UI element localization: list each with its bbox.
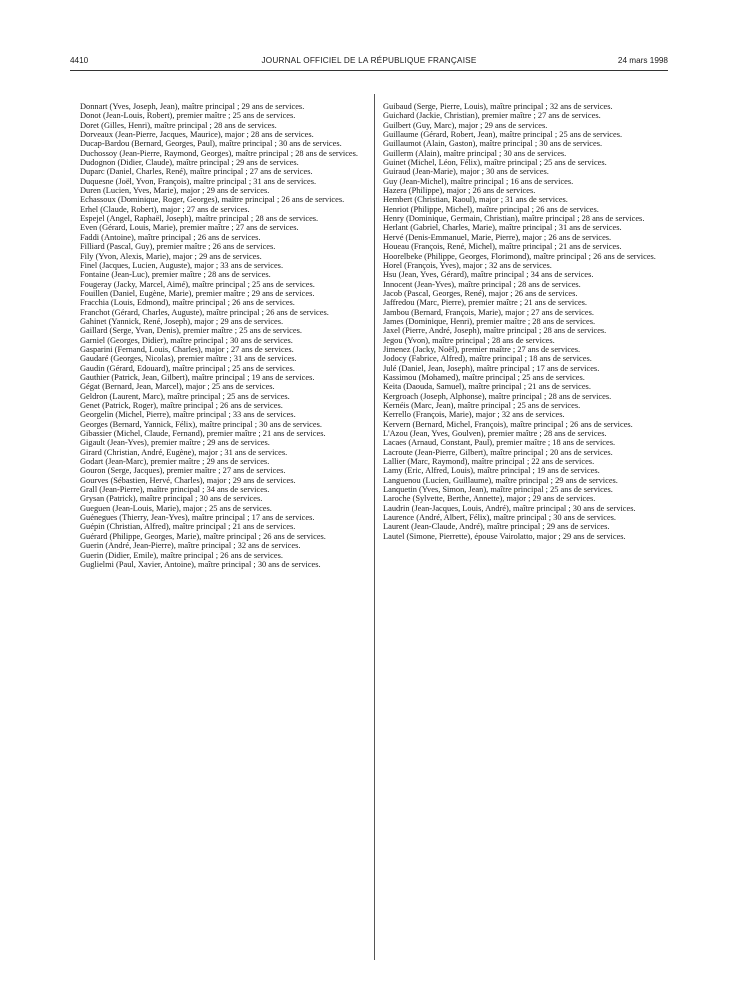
list-item: Guy (Jean-Michel), maître principal ; 16 ans de services. bbox=[383, 176, 574, 186]
list-item: Gaudaré (Georges, Nicolas), premier maître ; 31 ans de services. bbox=[80, 354, 297, 364]
list-item: Guerin (André, Jean-Pierre), maître principal ; 32 ans de services. bbox=[80, 541, 301, 551]
list-item: Duquesne (Joël, Yvon, François), maître principal ; 31 ans de services. bbox=[80, 176, 317, 186]
list-item: Guépin (Christian, Alfred), maître principal ; 21 ans de services. bbox=[80, 522, 296, 532]
list-item: Even (Gérard, Louis, Marie), premier maître ; 27 ans de services. bbox=[80, 223, 299, 233]
list-item: Gahinet (Yannick, René, Joseph), major ; 29 ans de services. bbox=[80, 316, 284, 326]
list-item: Fougeray (Jacky, Marcel, Aimé), maître principal ; 25 ans de services. bbox=[80, 279, 315, 289]
list-item: Guillerm (Alain), maître principal ; 30 ans de services. bbox=[383, 148, 567, 158]
list-item: Hembert (Christian, Raoul), major ; 31 ans de services. bbox=[383, 195, 568, 205]
list-item: James (Dominique, Henri), premier maître ; 28 ans de services. bbox=[383, 316, 596, 326]
list-item: Genet (Patrick, Roger), maître principal ; 26 ans de services. bbox=[80, 401, 283, 410]
list-item: Hazera (Philippe), major ; 26 ans de services. bbox=[383, 186, 536, 196]
list-item: Fontaine (Jean-Luc), premier maître ; 28 ans de services. bbox=[80, 270, 271, 280]
list-item: Gauthier (Patrick, Jean, Gilbert), maître principal ; 19 ans de services. bbox=[80, 372, 315, 382]
list-item: Fouillen (Daniel, Eugène, Marie), premier maître ; 29 ans de services. bbox=[80, 288, 315, 298]
list-item: Georgelin (Michel, Pierre), maître principal ; 33 ans de services. bbox=[80, 410, 296, 420]
list-item: Duparc (Daniel, Charles, René), maître principal ; 27 ans de services. bbox=[80, 167, 313, 177]
list-item: Jambou (Bernard, François, Marie), major ; 27 ans de services. bbox=[383, 307, 594, 317]
list-item: Guichard (Jackie, Christian), premier maître ; 27 ans de services. bbox=[383, 111, 601, 121]
page-number: 4410 bbox=[70, 56, 89, 65]
list-item: Hsu (Jean, Yves, Gérard), maître principal ; 34 ans de services. bbox=[383, 270, 594, 280]
list-item: Guillaumot (Alain, Gaston), maître principal ; 30 ans de services. bbox=[383, 139, 603, 149]
list-item: Grysan (Patrick), maître principal ; 30 ans de services. bbox=[80, 494, 263, 504]
list-item: Gaillard (Serge, Yvan, Denis), premier maître ; 25 ans de services. bbox=[80, 326, 302, 336]
list-item: Jimenez (Jacky, Noël), premier maître ; 27 ans de services. bbox=[383, 344, 581, 354]
list-item: Gourves (Sébastien, Hervé, Charles), major ; 29 ans de services. bbox=[80, 475, 296, 485]
list-item: Gibassier (Michel, Claude, Fernand), premier maître ; 21 ans de services. bbox=[80, 429, 326, 439]
list-item: Jodocy (Fabrice, Alfred), maître principal ; 18 ans de services. bbox=[383, 354, 592, 364]
list-item: Keita (Daouda, Samuel), maître principal ; 21 ans de services. bbox=[383, 382, 591, 392]
left-column bbox=[80, 102, 364, 569]
column-divider bbox=[374, 94, 375, 960]
list-item: Hervé (Denis-Emmanuel, Marie, Pierre), major ; 26 ans de services. bbox=[383, 232, 612, 242]
list-item: Faddi (Antoine), maître principal ; 26 ans de services. bbox=[80, 232, 261, 242]
list-item: Ducap-Bardou (Bernard, Georges, Paul), maître principal ; 30 ans de services. bbox=[80, 139, 342, 149]
list-item: Duchossoy (Jean-Pierre, Raymond, Georges), maître principal ; 28 ans de services. bbox=[80, 148, 359, 158]
list-item: Dorveaux (Jean-Pierre, Jacques, Maurice), major ; 28 ans de services. bbox=[80, 130, 314, 140]
list-item: Donot (Jean-Louis, Robert), premier maître ; 25 ans de services. bbox=[80, 111, 296, 121]
list-item: Gouron (Serge, Jacques), premier maître ; 27 ans de services. bbox=[80, 466, 286, 476]
journal-title: JOURNAL OFFICIEL DE LA RÉPUBLIQUE FRANÇAISE bbox=[261, 56, 477, 65]
list-item: Guerin (Didier, Emile), maître principal ; 26 ans de services. bbox=[80, 550, 283, 560]
list-item: Jaxel (Pierre, André, Joseph), maître principal ; 28 ans de services. bbox=[383, 326, 607, 336]
list-item: Geldron (Laurent, Marc), maître principal ; 25 ans de services. bbox=[80, 391, 290, 401]
list-item: Kassimou (Mohamed), maître principal ; 25 ans de services. bbox=[383, 372, 585, 382]
issue-date: 24 mars 1998 bbox=[617, 56, 668, 65]
list-item: Echassoux (Dominique, Roger, Georges), maître principal ; 26 ans de services. bbox=[80, 195, 345, 205]
list-item: Kergroach (Joseph, Alphonse), maître principal ; 28 ans de services. bbox=[383, 391, 612, 401]
list-item: Hoorelbeke (Philippe, Georges, Florimond), maître principal ; 26 ans de services. bbox=[383, 251, 656, 261]
list-item: Fracchia (Louis, Edmond), maître principal ; 26 ans de services. bbox=[80, 298, 295, 308]
list-item: Georges (Bernard, Yannick, Félix), maître principal ; 30 ans de services. bbox=[80, 419, 322, 429]
list-item: Godart (Jean-Marc), premier maître ; 29 ans de services. bbox=[80, 457, 270, 467]
list-item: Erhel (Claude, Robert), major ; 27 ans de services. bbox=[80, 204, 250, 214]
list-item: Kerrello (François, Marie), major ; 32 ans de services. bbox=[383, 410, 565, 420]
list-item: Espejel (Angel, Raphaël, Joseph), maître principal ; 28 ans de services. bbox=[80, 214, 319, 224]
list-item: Gégat (Bernard, Jean, Marcel), major ; 25 ans de services. bbox=[80, 382, 275, 392]
list-item: Kernéis (Marc, Jean), maître principal ; 25 ans de services. bbox=[383, 401, 581, 410]
list-item: Grall (Jean-Pierre), maître principal ; 34 ans de services. bbox=[80, 485, 270, 495]
list-item: Duren (Lucien, Yves, Marie), major ; 29 ans de services. bbox=[80, 186, 270, 196]
list-item: Laudrin (Jean-Jacques, Louis, André), maître principal ; 30 ans de services. bbox=[383, 503, 636, 513]
list-item: Fily (Yvon, Alexis, Marie), major ; 29 ans de services. bbox=[80, 251, 262, 261]
list-item: Henriot (Philippe, Michel), maître principal ; 26 ans de services. bbox=[383, 204, 599, 214]
list-item: Guénegues (Thierry, Jean-Yves), maître principal ; 17 ans de services. bbox=[80, 513, 315, 523]
list-item: Garniel (Georges, Didier), maître principal ; 30 ans de services. bbox=[80, 335, 293, 345]
list-item: Girard (Christian, André, Eugène), major ; 31 ans de services. bbox=[80, 447, 288, 457]
list-item: Donnart (Yves, Joseph, Jean), maître principal ; 29 ans de services. bbox=[80, 102, 305, 111]
list-item: Gueguen (Jean-Louis, Marie), major ; 25 ans de services. bbox=[80, 503, 272, 513]
list-item: Guglielmi (Paul, Xavier, Antoine), maître principal ; 30 ans de services. bbox=[80, 559, 321, 569]
list-item: Laurence (André, Albert, Félix), maître principal ; 30 ans de services. bbox=[383, 513, 617, 523]
list-item: Lanquetin (Yves, Simon, Jean), maître principal ; 25 ans de services. bbox=[383, 485, 613, 495]
list-item: Innocent (Jean-Yves), maître principal ; 28 ans de services. bbox=[383, 279, 581, 289]
list-item: Finel (Jacques, Lucien, Auguste), major ; 33 ans de services. bbox=[80, 260, 284, 270]
right-column bbox=[383, 102, 667, 541]
list-item: Jegou (Yvon), maître principal ; 28 ans de services. bbox=[383, 335, 555, 345]
list-item: Houeau (François, René, Michel), maître principal ; 21 ans de services. bbox=[383, 242, 622, 252]
list-item: Filliard (Pascal, Guy), premier maître ; 26 ans de services. bbox=[80, 242, 276, 252]
list-item: Laurent (Jean-Claude, André), maître principal ; 29 ans de services. bbox=[383, 522, 610, 532]
list-item: Lallier (Marc, Raymond), maître principal ; 22 ans de services. bbox=[383, 457, 595, 467]
list-item: Guibaud (Serge, Pierre, Louis), maître principal ; 32 ans de services. bbox=[383, 102, 613, 111]
list-item: Lacroute (Jean-Pierre, Gilbert), maître principal ; 20 ans de services. bbox=[383, 447, 613, 457]
list-item: Jacob (Pascal, Georges, René), major ; 26 ans de services. bbox=[383, 288, 578, 298]
list-item: Henry (Dominique, Germain, Christian), maître principal ; 28 ans de services. bbox=[383, 214, 645, 224]
list-item: Guinet (Michel, Léon, Félix), maître principal ; 25 ans de services. bbox=[383, 158, 607, 168]
list-item: Guiraud (Jean-Marie), major ; 30 ans de services. bbox=[383, 167, 549, 177]
list-item: Guilbert (Guy, Marc), major ; 29 ans de services. bbox=[383, 120, 548, 130]
list-item: Horel (François, Yves), major ; 32 ans de services. bbox=[383, 260, 552, 270]
list-item: Languenou (Lucien, Guillaume), maître principal ; 29 ans de services. bbox=[383, 475, 618, 485]
list-item: Gaudin (Gérard, Edouard), maître principal ; 25 ans de services. bbox=[80, 363, 295, 373]
list-item: Lautel (Simone, Pierrette), épouse Vairolatto, major ; 29 ans de services. bbox=[383, 531, 626, 541]
list-item: Lacaes (Arnaud, Constant, Paul), premier maître ; 18 ans de services. bbox=[383, 438, 616, 448]
list-item: Guillaume (Gérard, Robert, Jean), maître principal ; 25 ans de services. bbox=[383, 130, 623, 140]
list-item: Guérard (Philippe, Georges, Marie), maître principal ; 26 ans de services. bbox=[80, 531, 326, 541]
list-item: Franchot (Gérard, Charles, Auguste), maître principal ; 26 ans de services. bbox=[80, 307, 329, 317]
list-item: Doret (Gilles, Henri), maître principal ; 28 ans de services. bbox=[80, 120, 277, 130]
list-item: Dudognon (Didier, Claude), maître principal ; 29 ans de services. bbox=[80, 158, 299, 168]
list-item: Laroche (Sylvette, Berthe, Annette), major ; 29 ans de services. bbox=[383, 494, 596, 504]
list-item: Julé (Daniel, Jean, Joseph), maître principal ; 17 ans de services. bbox=[383, 363, 600, 373]
list-item: Gasparini (Fernand, Louis, Charles), major ; 27 ans de services. bbox=[80, 344, 294, 354]
list-item: L'Azou (Jean, Yves, Goulven), premier maître ; 28 ans de services. bbox=[383, 429, 607, 439]
page-header bbox=[70, 56, 668, 71]
list-item: Herlant (Gabriel, Charles, Marie), maître principal ; 31 ans de services. bbox=[383, 223, 622, 233]
list-item: Kervern (Bernard, Michel, François), maître principal ; 26 ans de services. bbox=[383, 419, 633, 429]
list-item: Gigault (Jean-Yves), premier maître ; 29 ans de services. bbox=[80, 438, 270, 448]
list-item: Jaffredou (Marc, Pierre), premier maître ; 21 ans de services. bbox=[383, 298, 588, 308]
list-item: Lamy (Eric, Alfred, Louis), maître principal ; 19 ans de services. bbox=[383, 466, 600, 476]
